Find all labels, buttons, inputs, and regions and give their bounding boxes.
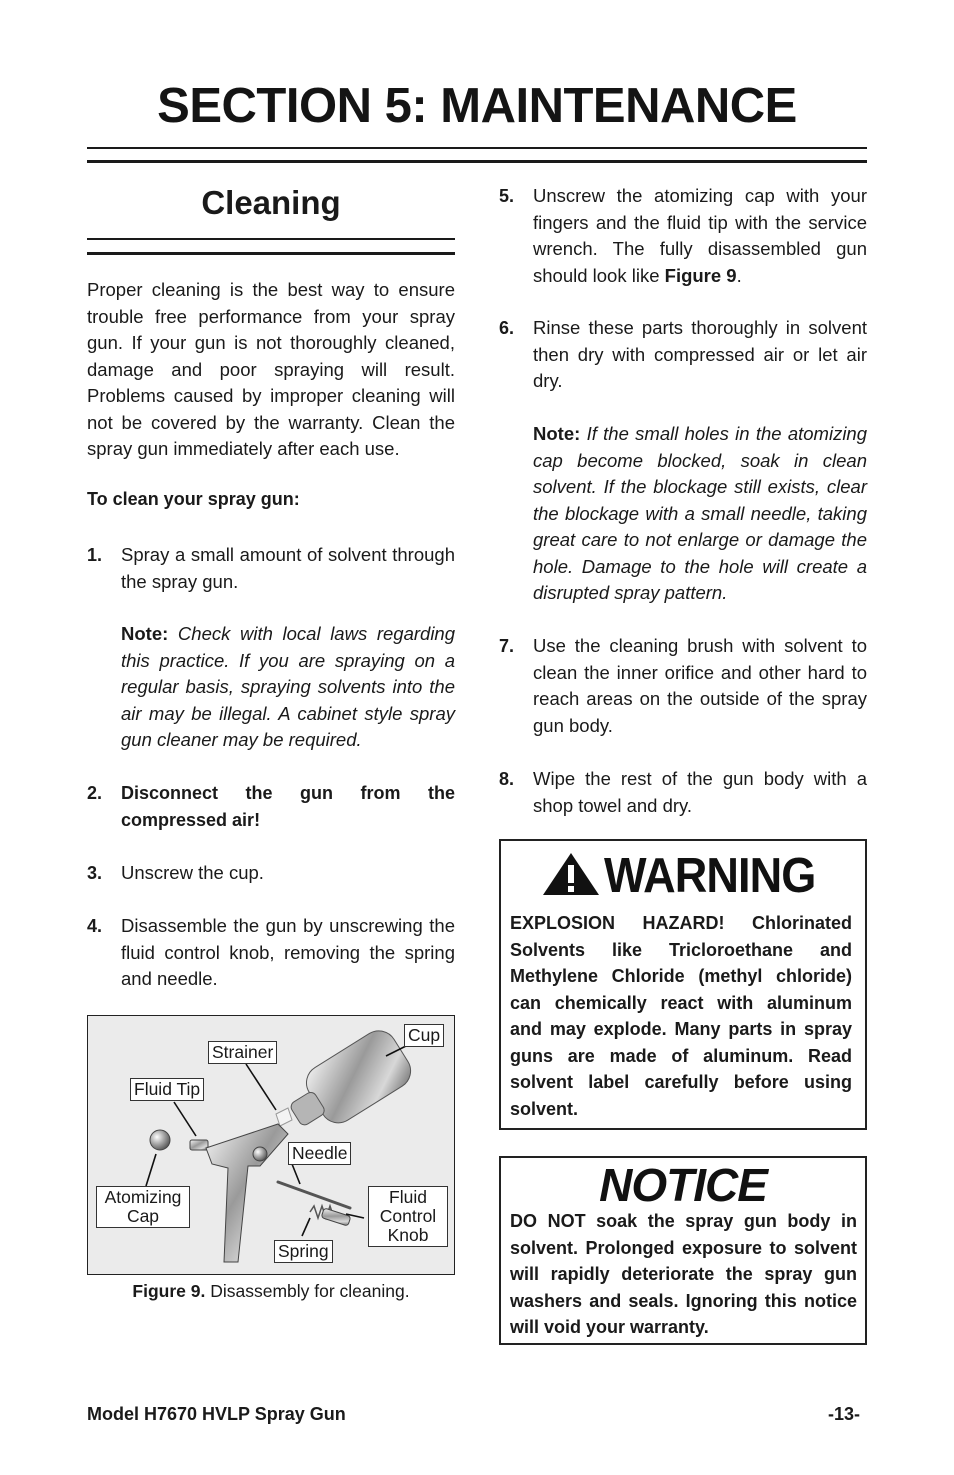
step-6-note: [533, 421, 867, 607]
cleaning-rule-bottom: [87, 252, 455, 255]
callout-strainer: Strainer: [208, 1041, 277, 1064]
cleaning-rule-top: [87, 238, 455, 240]
step-6-number: 6.: [499, 318, 515, 338]
step-3-number: 3.: [87, 863, 103, 883]
step-8-text: Wipe the rest of the gun body with a shop towel and dry.: [533, 768, 867, 816]
warning-signal-word: WARNING: [604, 849, 816, 903]
step-2-text: Disconnect the gun from the compressed air!: [121, 783, 455, 830]
step-1-text: Spray a small amount of solvent through the spray gun.: [121, 544, 455, 592]
callout-spring: Spring: [274, 1240, 333, 1263]
step-2-number: 2.: [87, 783, 103, 803]
step-7-number: 7.: [499, 636, 515, 656]
notice-text: DO NOT soak the spray gun body in solvent. Prolonged exposure to solvent will rapidly deteriorate the spray gun washers and seals. Ignoring this notice will void your warranty.: [510, 1211, 857, 1337]
note-label: Note:: [533, 423, 581, 444]
step-7-text: Use the cleaning brush with solvent to clean the inner orifice and other hard to reach areas on the outside of the spray gun body.: [533, 635, 867, 736]
step-5-body: Unscrew the atomizing cap with your fingers and the fluid tip with the service wrench. The fully disassembled gun should look like: [533, 185, 867, 286]
title-rule-thin: [87, 160, 867, 163]
intro-paragraph: Proper cleaning is the best way to ensure trouble free performance from your spray gun. If your gun is not thoroughly cleaned, damage and poor spraying will result. Problems caused by improper cleaning will not be covered by the warranty. Clean the spray gun immediately after each use.: [87, 279, 455, 459]
note-text: If the small holes in the atomizing cap become blocked, soak in clean solvent. If the blockage still exists, clear the blockage with a small needle, taking great care to not enlarge or damage the hole. Damage to the hole will create a disrupted spray pattern.: [533, 423, 868, 603]
note-label: Note:: [121, 623, 169, 644]
footer-page-number: -13-: [828, 1404, 861, 1424]
note-text: Check with local laws regarding this practice. If you are spraying on a regular basis, spraying solvents into the air may be illegal. A cabinet style spray gun cleaner may be required.: [121, 623, 456, 750]
section-title: SECTION 5: MAINTENANCE: [157, 79, 797, 133]
title-rule-thick: [87, 147, 867, 149]
footer-model: Model H7670 HVLP Spray Gun: [87, 1404, 346, 1424]
callout-atomizing-cap: Atomizing Cap: [96, 1186, 190, 1228]
figure-9-image: [87, 1015, 455, 1275]
step-5-end: .: [736, 264, 742, 286]
step-4-number: 4.: [87, 916, 103, 936]
notice-signal-word: NOTICE: [599, 1159, 767, 1211]
figure-9-reference: Figure 9: [664, 264, 737, 286]
cleaning-heading: Cleaning: [201, 184, 341, 221]
step-6-text: Rinse these parts thoroughly in solvent then dry with compressed air or let air dry.: [533, 317, 867, 391]
figure-caption-text: Disassembly for cleaning.: [210, 1281, 410, 1301]
step-8-number: 8.: [499, 769, 515, 789]
figure-caption-label: Figure 9.: [132, 1281, 206, 1301]
figure-caption: [87, 1281, 455, 1302]
callout-needle: Needle: [288, 1142, 351, 1165]
warning-triangle-icon: [541, 851, 601, 897]
callout-fluid-control-knob: Fluid Control Knob: [368, 1186, 448, 1247]
step-4-text: Disassemble the gun by unscrewing the fluid control knob, removing the spring and needle.: [121, 915, 455, 989]
callout-fluid-tip: Fluid Tip: [130, 1078, 204, 1101]
callout-cup: Cup: [404, 1024, 444, 1047]
step-3-text: Unscrew the cup.: [121, 862, 264, 883]
step-5-text: [533, 183, 867, 289]
procedure-heading: To clean your spray gun:: [87, 489, 300, 509]
step-5-number: 5.: [499, 186, 515, 206]
warning-text: EXPLOSION HAZARD! Chlorinated Solvents like Tricloroethane and Methylene Chloride (methyl chloride) can chemically react with aluminum and may explode. Many parts in spray guns are made of aluminum. Read solvent label carefully before using solvent.: [510, 913, 852, 1119]
step-1-note: [121, 621, 455, 754]
step-1-number: 1.: [87, 545, 103, 565]
